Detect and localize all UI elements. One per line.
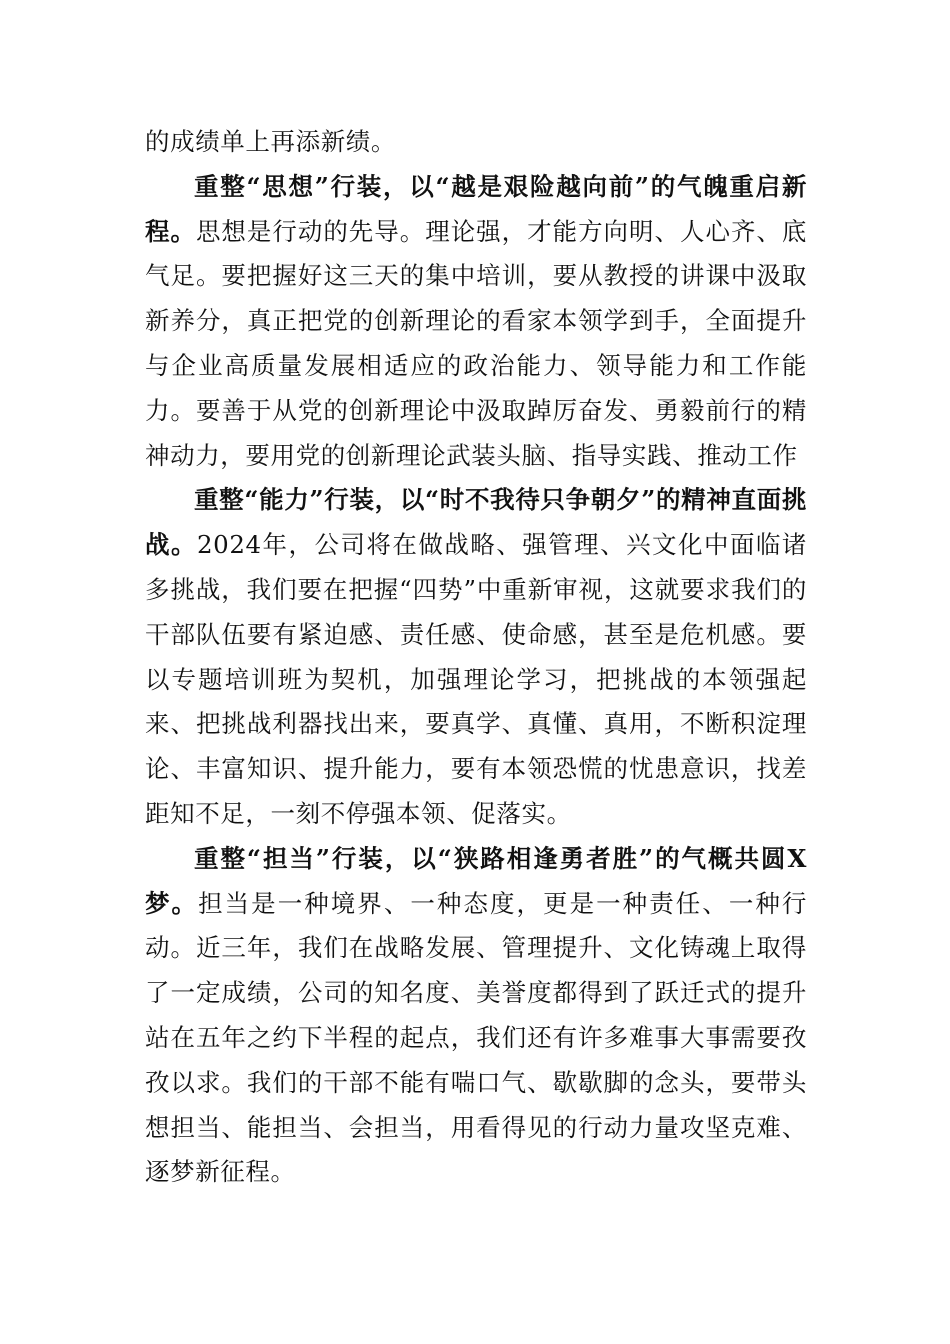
- paragraph-2-heading: 重整“思想”行装，以“越是艰险越向前”的气魄重启新程。: [145, 171, 807, 246]
- paragraph-4: [145, 837, 807, 1195]
- paragraph-1-text: 的成绩单上再添新绩。: [145, 127, 396, 156]
- paragraph-4-heading: 重整“担当”行装，以“狭路相逢勇者胜”的气概共圆X梦。: [145, 843, 807, 918]
- paragraph-3-text: 2024年，公司将在做战略、强管理、兴文化中面临诸多挑战，我们要在把握“四势”中重新审视，这就要求我们的干部队伍要有紧迫感、责任感、使命感，甚至是危机感。要以专题培训班为契机，加强理论学习，把挑战的本领强起来、把挑战利器找出来，要真学、真懂、真用，不断积淀理论、丰富知识、提升能力，要有本领恐慌的忧患意识，找差距知不足，一刻不停强本领、促落实。: [145, 530, 807, 828]
- paragraph-2: [145, 165, 807, 479]
- paragraph-2-text: 思想是行动的先导。理论强，才能方向明、人心齐、底气足。要把握好这三天的集中培训，要从教授的讲课中汲取新养分，真正把党的创新理论的看家本领学到手，全面提升与企业高质量发展相适应的政治能力、领导能力和工作能力。要善于从党的创新理论中汲取踔厉奋发、勇毅前行的精神动力，要用党的创新理论武装头脑、指导实践、推动工作: [145, 216, 807, 470]
- document-page: [145, 120, 807, 1195]
- paragraph-3: [145, 478, 807, 836]
- paragraph-4-text: 担当是一种境界、一种态度，更是一种责任、一种行动。近三年，我们在战略发展、管理提升、文化铸魂上取得了一定成绩，公司的知名度、美誉度都得到了跃迁式的提升站在五年之约下半程的起点，我们还有许多难事大事需要孜孜以求。我们的干部不能有喘口气、歇歇脚的念头，要带头想担当、能担当、会担当，用看得见的行动力量攻坚克难、逐梦新征程。: [145, 888, 807, 1187]
- paragraph-1: [145, 120, 807, 165]
- paragraph-3-heading: 重整“能力”行装，以“时不我待只争朝夕”的精神直面挑战。: [145, 485, 807, 560]
